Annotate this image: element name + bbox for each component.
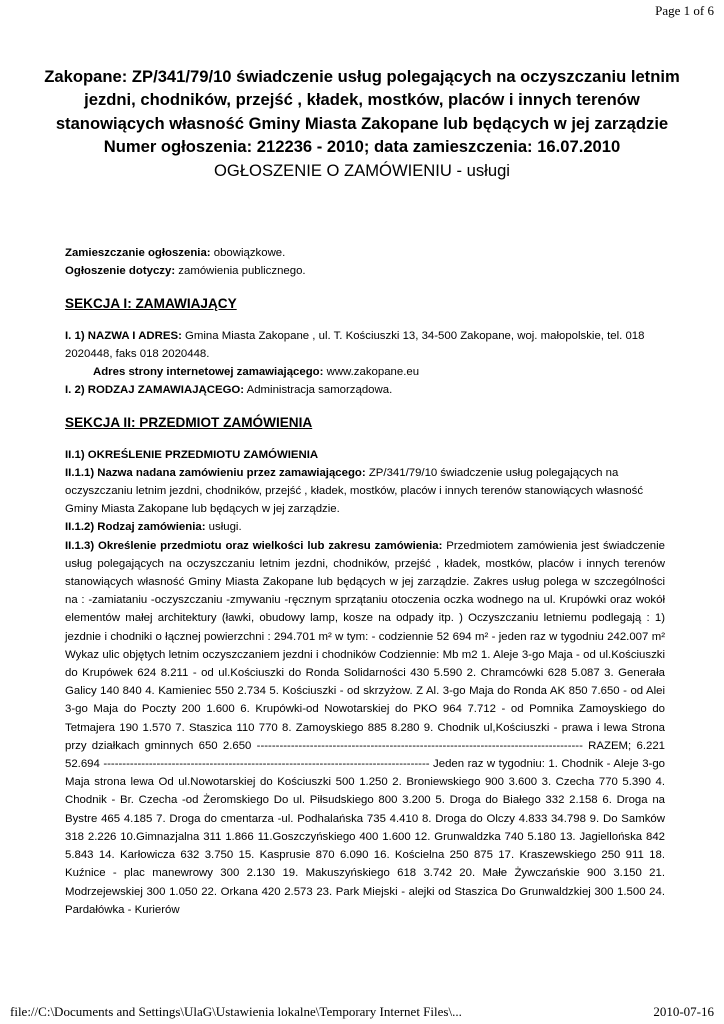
order-name-label: II.1.1) Nazwa nadana zamówieniu przez zamawiającego: (65, 466, 366, 479)
order-kind-value: usługi. (205, 521, 242, 534)
posting-line (65, 244, 665, 262)
contracting-type-value: Administracja samorządowa. (244, 384, 393, 397)
contracting-type-label: I. 2) RODZAJ ZAMAWIAJĄCEGO: (65, 384, 245, 397)
order-kind-line (65, 518, 665, 536)
name-address-value: Gmina Miasta Zakopane , ul. T. Kościuszki 13, 34-500 Zakopane, woj. małopolskie, tel. 018 2020448, faks 018 2020448. (65, 329, 645, 360)
subject-subheading: II.1) OKREŚLENIE PRZEDMIOTU ZAMÓWIENIA (65, 448, 319, 461)
concerns-line (65, 262, 665, 280)
print-date: 2010-07-16 (653, 1004, 714, 1019)
contracting-type-line (65, 381, 665, 399)
website-value: www.zakopane.eu (323, 366, 420, 379)
page-number: Page 1 of 6 (655, 3, 714, 18)
order-description-value: Przedmiotem zamówienia jest świadczenie usług polegających na oczyszczaniu letnim jezdni, chodników, przejść , kładek, mostków, placów i innych terenów stanowiących własność Gminy Miasta Zakopane lub będących w jej zarządzie. Zakres usług polega w szczególności na : -zamiataniu -oczyszczaniu -zmywaniu -ręcznym sprzątaniu otoczenia oczka wodnego na ul. Krupówki oraz wokół elementów małej architektury (ławki, obudowy lamp, kosze na odpady itp. ) Oczyszczaniu letniemu podlegają : 1) jezdnie i chodniki o łącznej powierzchni : 294.701 m² w tym: - codziennie 52 694 m² - jeden raz w tygodniu 242.007 m² Wykaz ulic objętych letnim oczyszczaniem jezdni i chodników Codziennie: Mb m2 1. Aleje 3-go Maja - od ul.Kościuszki do Krupówek 624 8.211 - od ul.Kościuszki do Ronda Solidarności 430 5.590 2. Chramcówki 628 5.087 3. Generała Galicy 140 840 4. Kamieniec 550 2.734 5. Kościuszki - od skrzyżow. Z Al. 3-go Maja do Ronda AK 850 7.650 - od Alei 3-go Maja do Poczty 200 1.600 6. Krupówki-od Nowotarskiej do PKO 964 7.712 - od Pomnika Zamoyskiego do Tetmajera 190 1.570 7. Staszica 110 770 8. Zamoyskiego 885 8.280 9. Chodnik ul,Kościuszki - prawa i lewa Strona przy działkach gminnych 650 2.650 -------------------------------------------------------------------------------------- RAZEM; 6.221 52.694 -------------------------------------------------------------------------------------- Jeden raz w tygodniu: 1. Chodnik - Aleje 3-go Maja strona lewa Od ul.Nowotarskiej do Kościuszki 500 1.250 2. Broniewskiego 900 3.600 3. Czecha 770 5.390 4. Chodnik - Br. Czecha -od Żeromskiego Do ul. Piłsudskiego 800 3.200 5. Droga do Białego 332 2.158 6. Droga na Bystre 465 4.185 7. Droga do cmentarza -ul. Podhalańska 735 4.410 8. Droga do Olczy 4.833 34.798 9. Do Samków 318 2.226 10.Gimnazjalna 311 1.866 11.Goszczyńskiego 400 1.600 12. Grunwaldzka 740 5.180 13. Jagiellońska 842 5.843 14. Karłowicza 632 3.750 15. Kasprusie 870 6.090 16. Kościelna 250 875 17. Kraszewskiego 250 911 18. Kuźnice - plac manewrowy 300 2.130 19. Makuszyńskiego 618 3.742 20. Małe Żywczańskie 900 3.150 21. Modrzejewskiej 300 1.050 22. Orkana 420 2.573 23. Park Miejski - alejki od Staszica Do Grunwaldzkiej 300 1.500 24. Pardałówka - Kurierów (65, 539, 665, 916)
concerns-label: Ogłoszenie dotyczy: (65, 265, 176, 278)
section-2-heading: SEKCJA II: PRZEDMIOT ZAMÓWIENIA (65, 415, 313, 431)
order-kind-label: II.1.2) Rodzaj zamówienia: (65, 521, 206, 534)
order-description-label: II.1.3) Określenie przedmiotu oraz wielkości lub zakresu zamówienia: (65, 539, 443, 552)
name-address-line (65, 327, 665, 363)
document-title (40, 65, 684, 182)
posting-value: obowiązkowe. (210, 247, 286, 259)
document-body (65, 244, 665, 919)
name-address-label: I. 1) NAZWA I ADRES: (65, 329, 182, 342)
announcement-type: OGŁOSZENIE O ZAMÓWIENIU - usługi (214, 160, 510, 180)
browser-footer (10, 1004, 714, 1020)
section-1-heading: SEKCJA I: ZAMAWIAJĄCY (65, 296, 237, 312)
website-label: Adres strony internetowej zamawiającego: (93, 366, 324, 379)
concerns-value: zamówienia publicznego. (175, 265, 306, 278)
order-name-line (65, 464, 665, 519)
posting-label: Zamieszczanie ogłoszenia: (65, 247, 211, 259)
order-description (65, 537, 665, 919)
title-main: Zakopane: ZP/341/79/10 świadczenie usług polegających na oczyszczaniu letnim jezdni, chodników, przejść , kładek, mostków, placów i innych terenów stanowiących własność Gminy Miasta Zakopane lub będących w jej zarządzie (44, 67, 680, 133)
order-name-value: ZP/341/79/10 świadczenie usług polegających na oczyszczaniu letnim jezdni, chodników, przejść , kładek, mostków, placów i innych terenów stanowiących własność Gminy Miasta Zakopane lub będących w jej zarządzie. (65, 466, 644, 516)
announcement-number: Numer ogłoszenia: 212236 - 2010; data zamieszczenia: 16.07.2010 (103, 137, 621, 157)
file-path: file://C:\Documents and Settings\UlaG\Ustawienia lokalne\Temporary Internet Files\... (10, 1004, 462, 1019)
website-line (65, 363, 665, 381)
